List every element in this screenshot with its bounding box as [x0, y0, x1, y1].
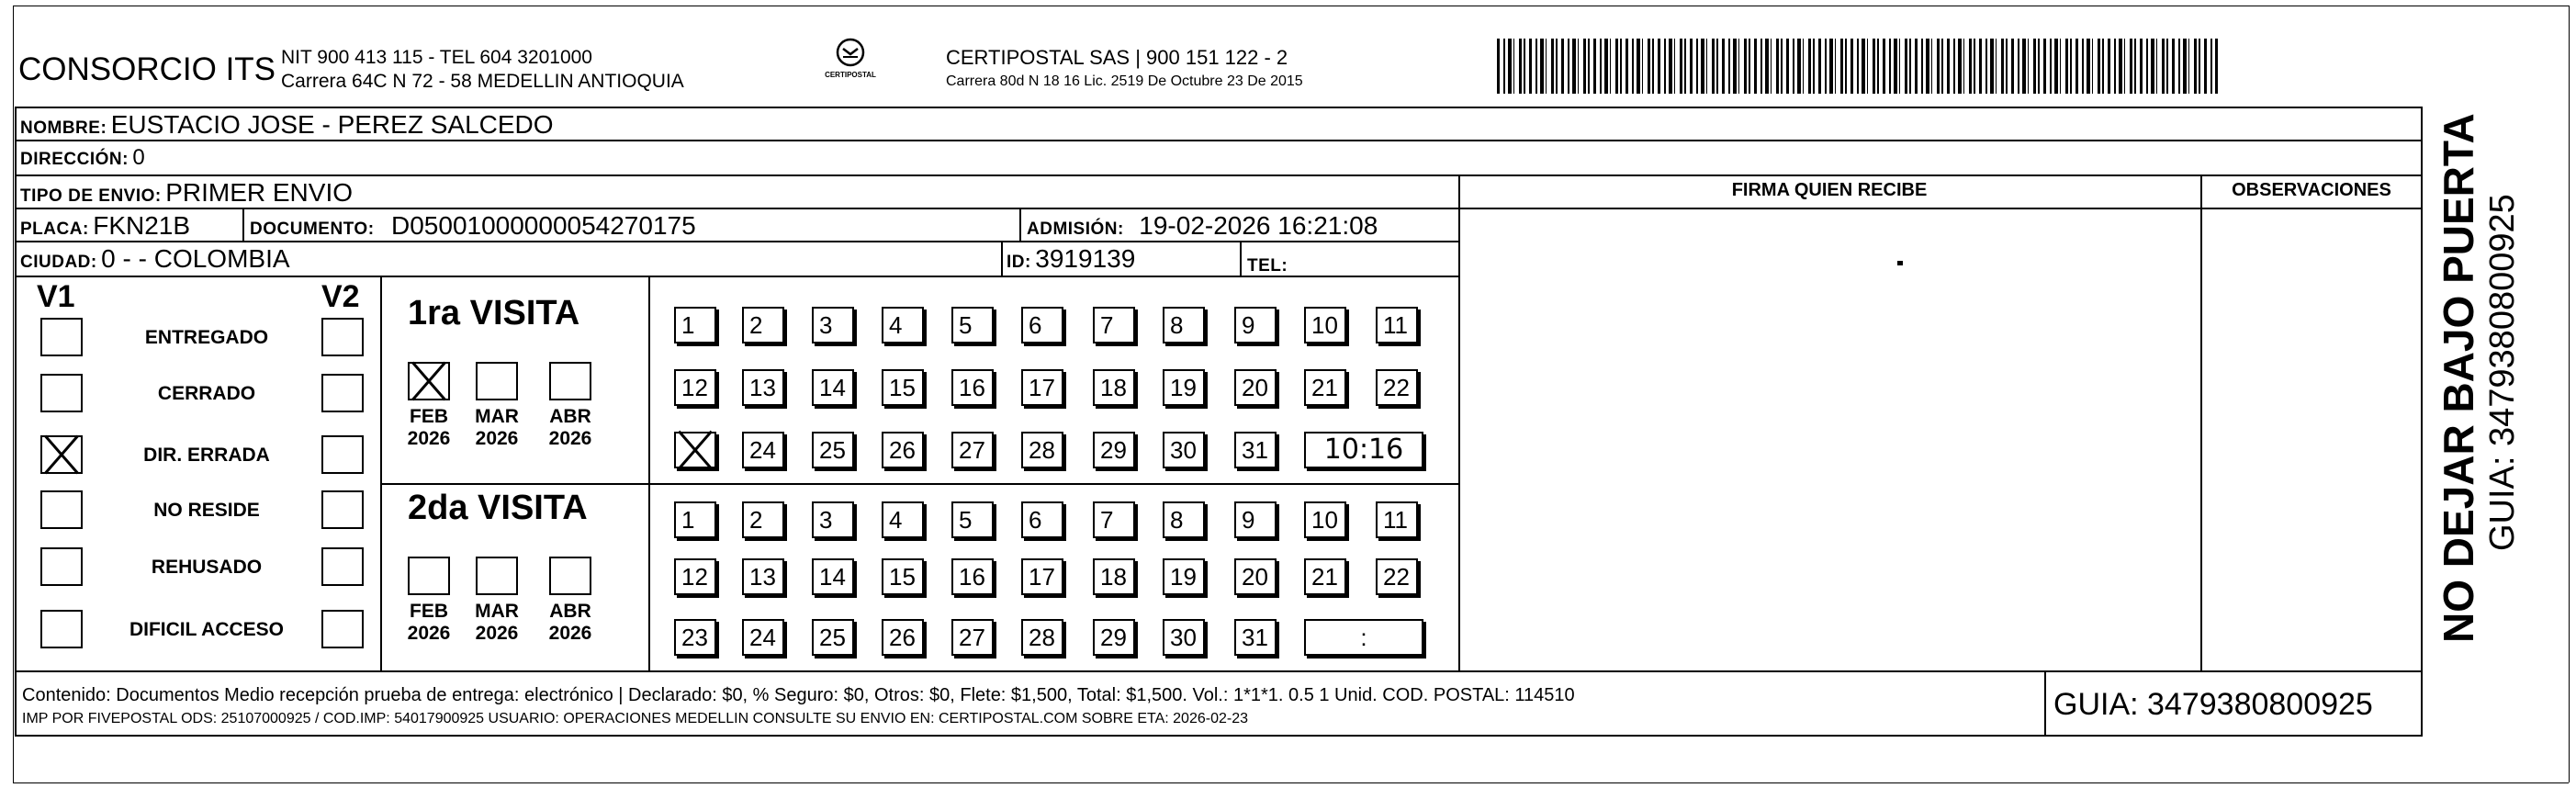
placa-row [20, 211, 190, 241]
v2-checkbox[interactable] [321, 547, 364, 586]
day-box[interactable]: 5 [951, 307, 994, 343]
day-box[interactable]: 24 [742, 619, 784, 656]
v2-checkbox[interactable] [321, 490, 364, 529]
day-box[interactable]: 6 [1021, 501, 1063, 538]
nombre-label: NOMBRE: [20, 118, 107, 138]
footer-line2: IMP POR FIVEPOSTAL ODS: 25107000925 / COD.IMP: 54017900925 USUARIO: OPERACIONES MEDELLIN CONSULTE SU ENVIO EN: CERTIPOSTAL.COM SOBRE ETA: 2026-02-23 [22, 711, 1248, 726]
visit2-title: 2da VISITA [408, 489, 588, 527]
day-box[interactable]: 12 [674, 369, 716, 406]
visit-divider [380, 483, 1458, 485]
month-checkbox[interactable] [476, 362, 518, 400]
v2-checkbox[interactable] [321, 318, 364, 356]
day-box[interactable]: 9 [1234, 307, 1277, 343]
year-label: 2026 [475, 428, 519, 449]
year-label: 2026 [548, 428, 592, 449]
day-box[interactable]: 23 [674, 619, 716, 656]
day-box[interactable]: 24 [742, 432, 784, 468]
day-box[interactable]: 1 [674, 307, 716, 343]
obs-divider [2200, 174, 2202, 670]
v2-checkbox[interactable] [321, 435, 364, 474]
month-checkbox[interactable] [549, 362, 591, 400]
bottom-edge [13, 782, 2569, 783]
logo-text: CERTIPOSTAL [825, 71, 876, 79]
day-box[interactable]: 22 [1376, 369, 1418, 406]
time-box[interactable]: : [1304, 619, 1423, 656]
month-checkbox[interactable] [549, 557, 591, 595]
day-box[interactable]: 31 [1234, 432, 1277, 468]
day-box[interactable]: 12 [674, 558, 716, 595]
side-guia: GUIA: 3479380800925 [2483, 194, 2522, 551]
no-dejar-bajo-puerta: NO DEJAR BAJO PUERTA [2435, 113, 2482, 643]
day-box[interactable]: 21 [1304, 558, 1346, 595]
placa-value: FKN21B [93, 211, 191, 240]
cell-divider [1001, 241, 1003, 276]
year-label: 2026 [407, 428, 451, 449]
year-label: 2026 [548, 623, 592, 644]
day-box[interactable]: 19 [1163, 369, 1205, 406]
day-box[interactable]: 26 [882, 432, 924, 468]
month-label: FEB [410, 601, 448, 622]
tipo-envio-value: PRIMER ENVIO [165, 178, 354, 207]
day-box[interactable]: 25 [812, 432, 854, 468]
status-label: DIFICIL ACCESO [129, 619, 284, 640]
nombre-value: EUSTACIO JOSE - PEREZ SALCEDO [110, 110, 554, 139]
day-box[interactable]: 13 [742, 558, 784, 595]
guia-divider [2044, 670, 2046, 737]
certipostal-line1: CERTIPOSTAL SAS | 900 151 122 - 2 [946, 46, 1288, 69]
day-box[interactable]: 25 [812, 619, 854, 656]
visit1-title: 1ra VISITA [408, 294, 580, 332]
admision-label: ADMISIÓN: [1027, 220, 1124, 239]
year-label: 2026 [407, 623, 451, 644]
day-box[interactable]: 17 [1021, 369, 1063, 406]
placa-label: PLACA: [20, 220, 89, 239]
row-line [15, 208, 2423, 209]
documento-label: DOCUMENTO: [250, 220, 375, 239]
day-box[interactable]: 16 [951, 369, 994, 406]
ciudad-label: CIUDAD: [20, 253, 97, 272]
day-box[interactable]: 20 [1234, 558, 1277, 595]
logo-icon [832, 37, 869, 68]
day-box[interactable]: 22 [1376, 558, 1418, 595]
status-label: NO RESIDE [153, 500, 260, 521]
ciudad-row [20, 244, 290, 274]
v2-checkbox[interactable] [321, 374, 364, 412]
month-checkbox[interactable] [476, 557, 518, 595]
barcode [1497, 39, 2218, 94]
v1-checkbox[interactable] [40, 490, 83, 529]
day-box[interactable]: 29 [1093, 619, 1135, 656]
year-label: 2026 [475, 623, 519, 644]
day-box[interactable]: 15 [882, 558, 924, 595]
id-value: 3919139 [1035, 244, 1136, 273]
day-box[interactable]: 15 [882, 369, 924, 406]
month-checkbox[interactable] [408, 362, 450, 400]
day-box[interactable]: 11 [1376, 501, 1418, 538]
footer-guia: GUIA: 3479380800925 [2053, 687, 2373, 722]
nombre-row [20, 110, 554, 140]
month-label: MAR [475, 406, 519, 427]
firma-header: FIRMA QUIEN RECIBE [1731, 180, 1928, 200]
tel-row [1247, 248, 1288, 277]
v2-label: V2 [321, 279, 360, 314]
day-box[interactable]: 11 [1376, 307, 1418, 343]
id-label: ID: [1007, 253, 1031, 272]
day-box[interactable]: 27 [951, 432, 994, 468]
cell-divider [1240, 241, 1242, 276]
day-box[interactable]: 27 [951, 619, 994, 656]
day-box[interactable]: 2 [742, 501, 784, 538]
day-box[interactable]: 4 [882, 307, 924, 343]
day-box[interactable]: 2 [742, 307, 784, 343]
day-box[interactable]: 16 [951, 558, 994, 595]
direccion-row [20, 145, 145, 171]
documento-value: D05001000000054270175 [391, 211, 696, 240]
month-label: ABR [549, 601, 591, 622]
left-edge [13, 6, 14, 782]
certipostal-logo [814, 37, 887, 79]
day-box[interactable]: 10 [1304, 501, 1346, 538]
signature-dot [1897, 261, 1903, 265]
day-box[interactable]: 9 [1234, 501, 1277, 538]
id-row [1007, 244, 1135, 274]
v1-checkbox[interactable] [40, 435, 83, 474]
day-box[interactable]: 30 [1163, 432, 1205, 468]
nit-line: NIT 900 413 115 - TEL 604 3201000 [281, 47, 592, 68]
cell-divider [1019, 208, 1021, 241]
right-edge [2569, 6, 2570, 782]
day-box[interactable]: 31 [1234, 619, 1277, 656]
day-box[interactable]: 21 [1304, 369, 1346, 406]
company-name: CONSORCIO ITS [18, 51, 276, 87]
month-label: MAR [475, 601, 519, 622]
month-divider [648, 276, 650, 670]
status-label: ENTREGADO [144, 327, 269, 348]
day-box[interactable]: 8 [1163, 501, 1205, 538]
status-divider [380, 276, 382, 670]
day-box[interactable]: 17 [1021, 558, 1063, 595]
direccion-label: DIRECCIÓN: [20, 150, 129, 169]
day-box[interactable]: 30 [1163, 619, 1205, 656]
v2-checkbox[interactable] [321, 610, 364, 648]
observaciones-header: OBSERVACIONES [2232, 180, 2391, 200]
day-box[interactable]: 10 [1304, 307, 1346, 343]
month-label: ABR [549, 406, 591, 427]
day-box[interactable]: 5 [951, 501, 994, 538]
row-line [15, 276, 1458, 277]
day-box[interactable]: 14 [812, 558, 854, 595]
row-line [15, 174, 2423, 176]
status-label: REHUSADO [151, 557, 263, 578]
day-box[interactable]: 6 [1021, 307, 1063, 343]
address-line: Carrera 64C N 72 - 58 MEDELLIN ANTIOQUIA [281, 71, 684, 92]
documento-row [250, 211, 696, 241]
time-box[interactable]: 10:16 [1304, 432, 1423, 468]
day-box[interactable]: 20 [1234, 369, 1277, 406]
day-box[interactable]: 1 [674, 501, 716, 538]
day-box[interactable]: 4 [882, 501, 924, 538]
cell-divider [242, 208, 244, 241]
admision-row [1027, 211, 1378, 241]
ciudad-value: 0 - - COLOMBIA [101, 244, 290, 273]
v1-label: V1 [37, 279, 75, 314]
tipo-envio-label: TIPO DE ENVIO: [20, 186, 162, 206]
day-box[interactable]: 18 [1093, 369, 1135, 406]
day-box[interactable]: 28 [1021, 432, 1063, 468]
month-checkbox[interactable] [408, 557, 450, 595]
admision-value: 19-02-2026 16:21:08 [1139, 211, 1378, 240]
day-box[interactable]: 19 [1163, 558, 1205, 595]
tipo-envio-row [20, 178, 353, 208]
day-box[interactable] [674, 432, 716, 468]
day-box[interactable]: 3 [812, 307, 854, 343]
certipostal-line2: Carrera 80d N 18 16 Lic. 2519 De Octubre 23 De 2015 [946, 73, 1303, 89]
v1-checkbox[interactable] [40, 610, 83, 648]
day-box[interactable]: 7 [1093, 501, 1135, 538]
v1-checkbox[interactable] [40, 318, 83, 356]
day-box[interactable]: 29 [1093, 432, 1135, 468]
v1-checkbox[interactable] [40, 374, 83, 412]
row-line [15, 241, 1458, 242]
firma-divider [1458, 174, 1460, 670]
month-label: FEB [410, 406, 448, 427]
row-line [15, 140, 2423, 141]
day-box[interactable]: 8 [1163, 307, 1205, 343]
direccion-value: 0 [132, 145, 145, 170]
day-box[interactable]: 28 [1021, 619, 1063, 656]
footer-line1: Contenido: Documentos Medio recepción prueba de entrega: electrónico | Declarado: $0, % Seguro: $0, Otros: $0, Flete: $1,500, Total: $1,500. Vol.: 1*1*1. 0.5 1 Unid. COD. POSTAL: 114510 [22, 685, 1575, 705]
day-box[interactable]: 3 [812, 501, 854, 538]
status-label: CERRADO [157, 383, 256, 404]
footer-line [15, 670, 2423, 672]
day-box[interactable]: 13 [742, 369, 784, 406]
v1-checkbox[interactable] [40, 547, 83, 586]
day-box[interactable]: 18 [1093, 558, 1135, 595]
tel-label: TEL: [1247, 256, 1288, 276]
day-box[interactable]: 14 [812, 369, 854, 406]
day-box[interactable]: 7 [1093, 307, 1135, 343]
day-box[interactable]: 26 [882, 619, 924, 656]
status-label: DIR. ERRADA [143, 445, 270, 466]
